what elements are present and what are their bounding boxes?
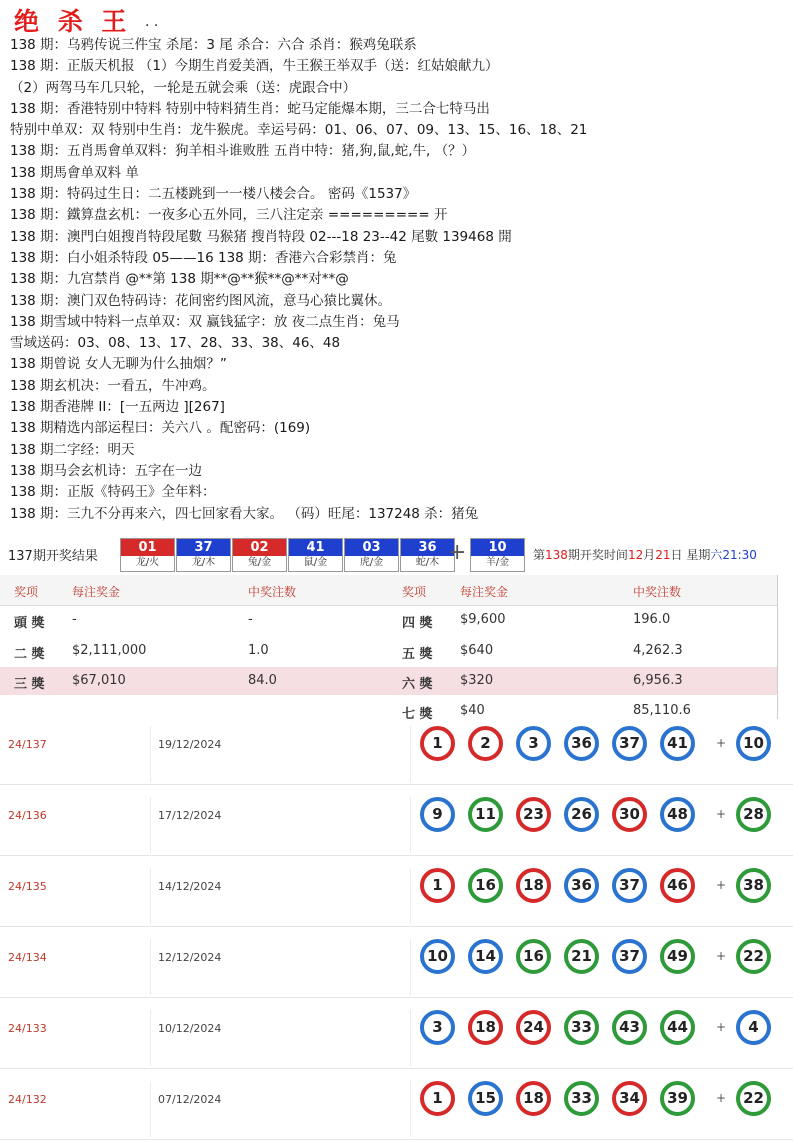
result-ball-number: 03 xyxy=(345,539,398,556)
prediction-line: 138 期：三九不分再来六，四七回家看大家。 （码）旺尾：137248 杀：猪兔 xyxy=(10,505,479,522)
prize-prize: 六 獎 xyxy=(402,677,433,692)
history-ball: 36 xyxy=(564,726,599,761)
prize-row xyxy=(0,637,390,665)
history-row xyxy=(0,1077,793,1143)
history-ball: 10 xyxy=(420,939,455,974)
history-row xyxy=(0,864,793,930)
next-draw-month-unit: 月 xyxy=(643,548,656,562)
history-date: 19/12/2024 xyxy=(158,738,222,751)
prize-row xyxy=(0,667,390,695)
row-separator xyxy=(0,784,793,785)
history-ball: 18 xyxy=(516,1081,551,1116)
next-draw-prefix: 第 xyxy=(533,548,546,562)
prediction-line: 138 期玄机决：一看五，牛冲鸡。 xyxy=(10,377,216,394)
history-ball: 11 xyxy=(468,797,503,832)
history-plus: + xyxy=(716,1091,727,1105)
prize-amount: $40 xyxy=(460,703,485,718)
history-row xyxy=(0,1006,793,1072)
next-draw-mid: 期开奖时间 xyxy=(567,548,628,562)
prediction-line: 特别中单双：双 特别中生肖：龙牛猴虎。幸运号码：01、06、07、09、13、15、16、18、21 xyxy=(10,122,588,139)
title-dots: . . xyxy=(145,14,159,30)
row-separator xyxy=(0,926,793,927)
history-special-ball: 4 xyxy=(736,1010,771,1045)
table-border xyxy=(777,575,778,719)
prediction-line: 138 期：五肖馬會单双料：狗羊相斗谁败胜 五肖中特：猪,狗,鼠,蛇,牛, （？） xyxy=(10,143,476,160)
column-divider xyxy=(410,868,411,924)
row-separator xyxy=(0,997,793,998)
result-ball-number: 36 xyxy=(401,539,454,556)
prediction-line: 138 期精选内部运程曰：关六八 。配密码：(169) xyxy=(10,420,311,437)
history-ball: 48 xyxy=(660,797,695,832)
prediction-line: 138 期：特码过生日：二五楼跳到一一楼八楼会合。 密码《1537》 xyxy=(10,186,417,203)
history-ball: 16 xyxy=(468,868,503,903)
prize-amount: $320 xyxy=(460,673,494,688)
result-ball xyxy=(344,538,399,572)
prize-prize: 二 獎 xyxy=(14,647,45,662)
history-ball: 3 xyxy=(516,726,551,761)
prize-row xyxy=(390,697,777,725)
history-special-ball: 22 xyxy=(736,939,771,974)
history-ball: 9 xyxy=(420,797,455,832)
prize-amount: $640 xyxy=(460,643,494,658)
history-ball: 21 xyxy=(564,939,599,974)
prize-row xyxy=(390,667,777,695)
history-row xyxy=(0,722,793,788)
result-ball-number: 37 xyxy=(177,539,230,556)
prediction-line: 雪域送码：03、08、13、17、28、33、38、46、48 xyxy=(10,335,341,352)
history-ball: 18 xyxy=(516,868,551,903)
plus-sign: + xyxy=(448,540,467,565)
history-plus: + xyxy=(716,949,727,963)
result-ball xyxy=(400,538,455,572)
header-amount-2: 每注奖金 xyxy=(460,585,509,599)
header-count-2: 中奖注数 xyxy=(633,585,682,599)
result-ball xyxy=(232,538,287,572)
history-ball: 37 xyxy=(612,939,647,974)
history-plus: + xyxy=(716,878,727,892)
prize-amount: $9,600 xyxy=(460,612,506,627)
result-ball-zodiac: 兔/金 xyxy=(247,557,272,568)
prediction-lines xyxy=(10,35,790,525)
prize-prize: 三 獎 xyxy=(14,677,45,692)
prediction-line: 138 期：澳門白姐搜肖特段尾數 马猴猪 搜肖特段 02---18 23--42 尾數 139468 開 xyxy=(10,228,512,245)
history-ball: 34 xyxy=(612,1081,647,1116)
prize-row xyxy=(390,606,777,634)
prediction-line: 138 期：白小姐杀特段 05——16 138 期：香港六合彩禁肖：兔 xyxy=(10,249,397,266)
history-period: 24/133 xyxy=(8,1022,47,1035)
result-label: 137期开奖结果 xyxy=(8,549,98,564)
column-divider xyxy=(410,726,411,782)
column-divider xyxy=(410,1010,411,1066)
history-date: 12/12/2024 xyxy=(158,951,222,964)
prediction-line: 138 期：正版天机报 （1）今期生肖爱美酒，牛王猴王举双手（送：红姑娘献九） xyxy=(10,58,499,75)
history-row xyxy=(0,935,793,1001)
history-special-ball: 38 xyxy=(736,868,771,903)
history-date: 07/12/2024 xyxy=(158,1093,222,1106)
result-ball-zodiac: 龙/火 xyxy=(135,557,160,568)
prize-count: 4,262.3 xyxy=(633,643,683,658)
history-date: 10/12/2024 xyxy=(158,1022,222,1035)
history-ball: 41 xyxy=(660,726,695,761)
result-ball-zodiac: 龙/木 xyxy=(191,557,216,568)
page-title: 绝 杀 王 xyxy=(14,7,132,36)
history-ball: 43 xyxy=(612,1010,647,1045)
column-divider xyxy=(410,1081,411,1137)
history-ball: 37 xyxy=(612,868,647,903)
prediction-line: 138 期：正版《特码王》全年料： xyxy=(10,484,216,501)
history-ball: 18 xyxy=(468,1010,503,1045)
prediction-line: 138 期曾说 女人无聊为什么抽烟？” xyxy=(10,356,227,373)
history-ball: 16 xyxy=(516,939,551,974)
history-ball: 30 xyxy=(612,797,647,832)
result-ball-number: 41 xyxy=(289,539,342,556)
prize-count: - xyxy=(248,612,253,627)
column-divider xyxy=(150,1010,151,1066)
row-separator xyxy=(0,855,793,856)
history-ball: 14 xyxy=(468,939,503,974)
result-ball xyxy=(288,538,343,572)
history-date: 17/12/2024 xyxy=(158,809,222,822)
next-draw-day: 21 xyxy=(655,548,671,562)
column-divider xyxy=(150,939,151,995)
history-plus: + xyxy=(716,736,727,750)
history-ball: 23 xyxy=(516,797,551,832)
history-ball: 33 xyxy=(564,1010,599,1045)
header-count: 中奖注数 xyxy=(248,585,297,599)
result-ball-number: 01 xyxy=(121,539,174,556)
prize-prize: 四 獎 xyxy=(402,616,433,631)
history-plus: + xyxy=(716,807,727,821)
prize-count: 85,110.6 xyxy=(633,703,691,718)
history-ball: 15 xyxy=(468,1081,503,1116)
history-ball: 26 xyxy=(564,797,599,832)
result-ball xyxy=(120,538,175,572)
history-period: 24/136 xyxy=(8,809,47,822)
result-ball-zodiac: 虎/金 xyxy=(359,557,384,568)
column-divider xyxy=(150,797,151,853)
history-ball: 1 xyxy=(420,726,455,761)
prediction-line: 138 期：鐵算盘玄机：一夜多心五外同，三八注定亲 ========= 开 xyxy=(10,207,448,224)
prediction-line: 138 期：九宫禁肖 @**第 138 期**@**猴**@**对**@ xyxy=(10,271,349,288)
history-ball: 2 xyxy=(468,726,503,761)
prize-count: 196.0 xyxy=(633,612,671,627)
result-ball-zodiac: 鼠/金 xyxy=(303,557,328,568)
column-divider xyxy=(150,726,151,782)
next-draw-weekday: 六 xyxy=(710,548,723,562)
header-prize: 奖项 xyxy=(14,585,39,599)
history-ball: 46 xyxy=(660,868,695,903)
history-date: 14/12/2024 xyxy=(158,880,222,893)
column-divider xyxy=(410,797,411,853)
history-period: 24/137 xyxy=(8,738,47,751)
history-period: 24/135 xyxy=(8,880,47,893)
column-divider xyxy=(410,939,411,995)
next-draw-day-unit: 日 星期 xyxy=(670,548,711,562)
history-ball: 3 xyxy=(420,1010,455,1045)
column-divider xyxy=(150,1081,151,1137)
history-plus: + xyxy=(716,1020,727,1034)
prize-row xyxy=(390,637,777,665)
prize-amount: $67,010 xyxy=(72,673,126,688)
history-period: 24/132 xyxy=(8,1093,47,1106)
history-ball: 39 xyxy=(660,1081,695,1116)
history-special-ball: 10 xyxy=(736,726,771,761)
special-ball-zodiac: 羊/金 xyxy=(485,557,510,568)
prediction-line: 138 期马会玄机诗：五字在一边 xyxy=(10,462,203,479)
prize-amount: - xyxy=(72,612,77,627)
prize-table xyxy=(0,575,780,722)
prize-prize: 五 獎 xyxy=(402,647,433,662)
history-ball: 24 xyxy=(516,1010,551,1045)
next-draw-clock: 21:30 xyxy=(722,548,757,562)
history-period: 24/134 xyxy=(8,951,47,964)
history-ball: 1 xyxy=(420,1081,455,1116)
history-special-ball: 22 xyxy=(736,1081,771,1116)
prediction-line: 138 期：澳门双色特码诗：花间密约图风流，意马心猿比翼休。 xyxy=(10,292,392,309)
prize-row xyxy=(0,606,390,634)
prediction-line: 138 期香港牌 II：[一五两边 ][267] xyxy=(10,399,225,416)
prediction-line: 138 期：香港特别中特料 特别中特料猜生肖：蛇马定能爆本期，三二合七特马出 xyxy=(10,100,490,117)
result-ball xyxy=(176,538,231,572)
special-ball xyxy=(470,538,525,572)
prize-amount: $2,111,000 xyxy=(72,643,147,658)
prediction-line: 138 期二字经：明天 xyxy=(10,441,135,458)
prize-prize: 七 獎 xyxy=(402,707,433,722)
result-ball-zodiac: 蛇/木 xyxy=(415,557,440,568)
special-ball-number: 10 xyxy=(471,539,524,556)
history-row xyxy=(0,793,793,859)
column-divider xyxy=(150,868,151,924)
history-ball: 37 xyxy=(612,726,647,761)
row-separator xyxy=(0,1139,793,1140)
history-ball: 36 xyxy=(564,868,599,903)
history-ball: 44 xyxy=(660,1010,695,1045)
result-strip xyxy=(0,536,793,572)
prize-count: 84.0 xyxy=(248,673,277,688)
prize-prize: 頭 獎 xyxy=(14,616,45,631)
history-ball: 49 xyxy=(660,939,695,974)
header-prize-2: 奖项 xyxy=(402,585,427,599)
row-separator xyxy=(0,1068,793,1069)
prize-count: 1.0 xyxy=(248,643,269,658)
prize-count: 6,956.3 xyxy=(633,673,683,688)
prediction-line: （2）两驾马车几只轮，一轮是五就会乘（送：虎跟合中） xyxy=(10,79,357,96)
next-draw-month: 12 xyxy=(627,548,644,562)
history-ball: 33 xyxy=(564,1081,599,1116)
header-amount: 每注奖金 xyxy=(72,585,121,599)
prediction-line: 138 期雪域中特料一点单双：双 赢钱猛字：放 夜二点生肖：兔马 xyxy=(10,313,400,330)
next-draw-period: 138 xyxy=(545,548,568,562)
prize-table-header xyxy=(0,575,777,606)
result-ball-number: 02 xyxy=(233,539,286,556)
prediction-line: 138 期：乌鸦传说三件宝 杀尾：3 尾 杀合：六合 杀肖：猴鸡兔联系 xyxy=(10,37,417,53)
history-ball: 1 xyxy=(420,868,455,903)
history-special-ball: 28 xyxy=(736,797,771,832)
next-draw-time xyxy=(533,546,757,563)
prediction-line: 138 期馬會单双料 单 xyxy=(10,164,139,181)
